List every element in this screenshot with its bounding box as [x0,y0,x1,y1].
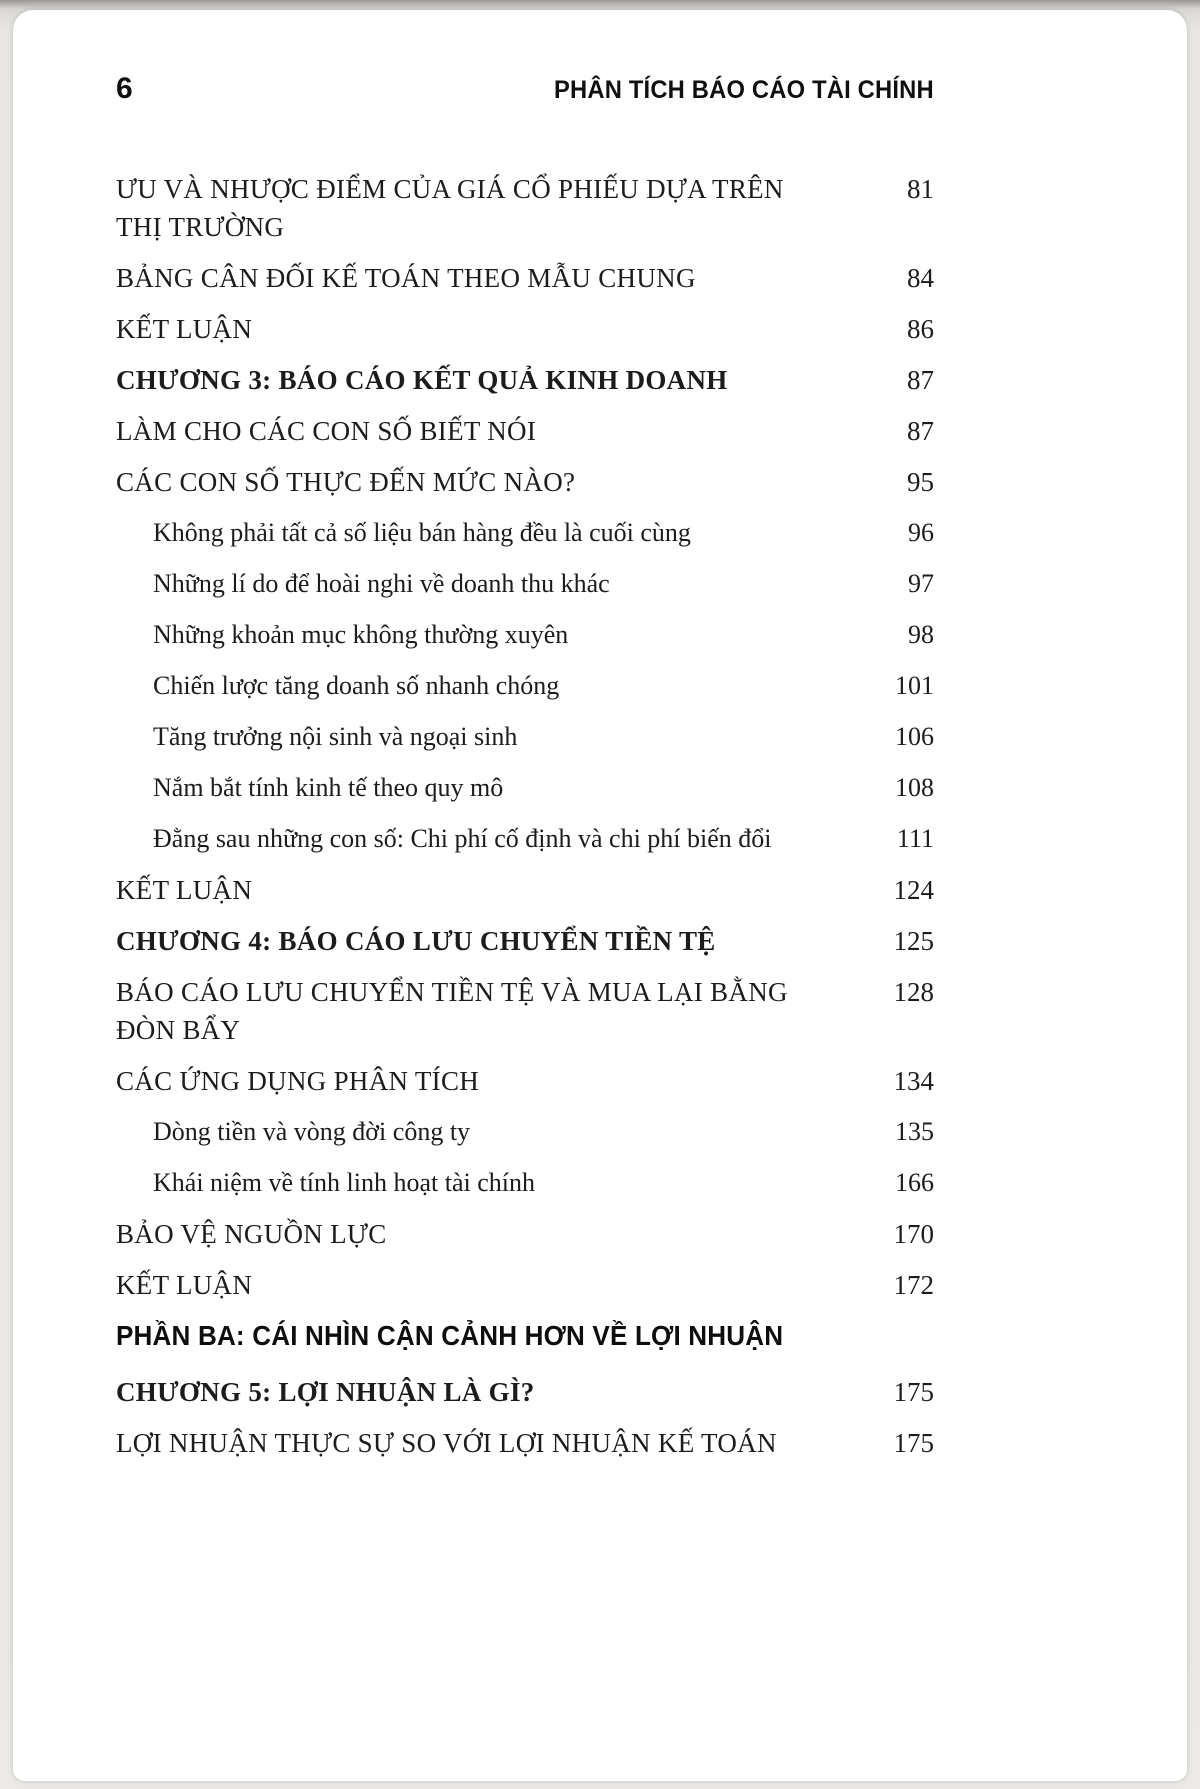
toc-entry-page: 111 [896,824,934,853]
toc-entry-page: 135 [895,1117,934,1146]
toc-entry-label: CHƯƠNG 5: LỢI NHUẬN LÀ GÌ? [116,1377,535,1407]
toc-entry-page: 108 [895,773,934,802]
toc-entry [116,514,934,552]
toc-entry [116,361,934,399]
toc-entry-label: KẾT LUẬN [116,1270,253,1300]
toc-entry-label: Đằng sau những con số: Chi phí cố định và chi phí biến đổi [153,824,772,853]
toc-entry [116,871,934,909]
toc-entry [116,1215,934,1253]
page-number: 6 [116,72,133,105]
toc-entry-label: LỢI NHUẬN THỰC SỰ SO VỚI LỢI NHUẬN KẾ TOÁN [116,1428,777,1458]
toc-entry-page: 97 [908,569,934,598]
toc-entry-page: 87 [907,416,934,446]
toc-entry [116,820,934,858]
toc-entry-page: 175 [893,1377,934,1407]
toc-entry-label: Chiến lược tăng doanh số nhanh chóng [153,671,560,700]
toc-entry-label: CHƯƠNG 3: BÁO CÁO KẾT QUẢ KINH DOANH [116,365,728,395]
toc-entry [116,1164,934,1202]
toc-entry [116,973,934,1049]
toc-entry [116,1266,934,1304]
toc-entry-label: BẢO VỆ NGUỒN LỰC [116,1219,387,1249]
toc-entry [116,1113,934,1151]
toc-entry [116,310,934,348]
toc-entry [116,769,934,807]
toc-entry-page: 172 [893,1270,934,1300]
toc-entry-label: KẾT LUẬN [116,875,253,905]
toc-entry [116,170,934,246]
toc-entry [116,565,934,603]
book-page [13,10,1187,1781]
toc-entry-page: 125 [893,926,934,956]
toc-entry-label: ƯU VÀ NHƯỢC ĐIỂM CỦA GIÁ CỔ PHIẾU DỰA TRÊN THỊ TRƯỜNG [116,174,784,242]
page-header [116,72,934,106]
toc-entry [116,412,934,450]
toc-entry-label: BÁO CÁO LƯU CHUYỂN TIỀN TỆ VÀ MUA LẠI BẰNG ĐÒN BẨY [116,977,788,1045]
toc-entry-page: 134 [893,1066,934,1096]
toc-entry-page: 87 [907,365,934,395]
toc-entry-label: CÁC ỨNG DỤNG PHÂN TÍCH [116,1066,480,1096]
toc-entry-page: 166 [895,1168,934,1197]
toc-entry-label: Dòng tiền và vòng đời công ty [153,1117,471,1146]
toc-entry [116,259,934,297]
toc-entry-page: 98 [908,620,934,649]
toc-entry [116,667,934,705]
running-title: PHÂN TÍCH BÁO CÁO TÀI CHÍNH [554,76,934,104]
toc-entry-label: Khái niệm về tính linh hoạt tài chính [153,1168,535,1197]
toc-entry-label: CÁC CON SỐ THỰC ĐẾN MỨC NÀO? [116,467,576,497]
toc-entry-page: 84 [907,263,934,293]
toc-entry-page: 175 [893,1428,934,1458]
toc-entry-page: 170 [893,1219,934,1249]
toc-entry [116,1424,934,1462]
toc-entry-page: 81 [907,174,934,204]
toc-entry-label: Những khoản mục không thường xuyên [153,620,569,649]
toc-entry-label: Những lí do để hoài nghi về doanh thu khác [153,569,610,598]
toc-entry [116,1062,934,1100]
toc-entry-page: 128 [893,977,934,1007]
toc-entry-page: 86 [907,314,934,344]
toc-entry [116,1373,934,1411]
toc-entry-label: LÀM CHO CÁC CON SỐ BIẾT NÓI [116,416,537,446]
toc-entry-label: Không phải tất cả số liệu bán hàng đều là cuối cùng [153,518,691,547]
toc-entry-label: Nắm bắt tính kinh tế theo quy mô [153,773,504,802]
toc-entry [116,463,934,501]
toc-entry-label: BẢNG CÂN ĐỐI KẾ TOÁN THEO MẪU CHUNG [116,263,696,293]
toc-entry-page: 96 [908,518,934,547]
toc-list [116,170,934,1462]
toc-entry [116,1317,934,1355]
toc-entry [116,718,934,756]
toc-entry [116,616,934,654]
toc-entry-label: Tăng trưởng nội sinh và ngoại sinh [153,722,518,751]
toc-entry [116,922,934,960]
toc-entry-label: PHẦN BA: CÁI NHÌN CẬN CẢNH HƠN VỀ LỢI NHUẬN [116,1320,784,1351]
toc-entry-page: 124 [893,875,934,905]
toc-entry-page: 95 [907,467,934,497]
toc-entry-page: 106 [895,722,934,751]
toc-entry-page: 101 [895,671,934,700]
toc-entry-label: KẾT LUẬN [116,314,253,344]
toc-entry-label: CHƯƠNG 4: BÁO CÁO LƯU CHUYỂN TIỀN TỆ [116,926,716,956]
